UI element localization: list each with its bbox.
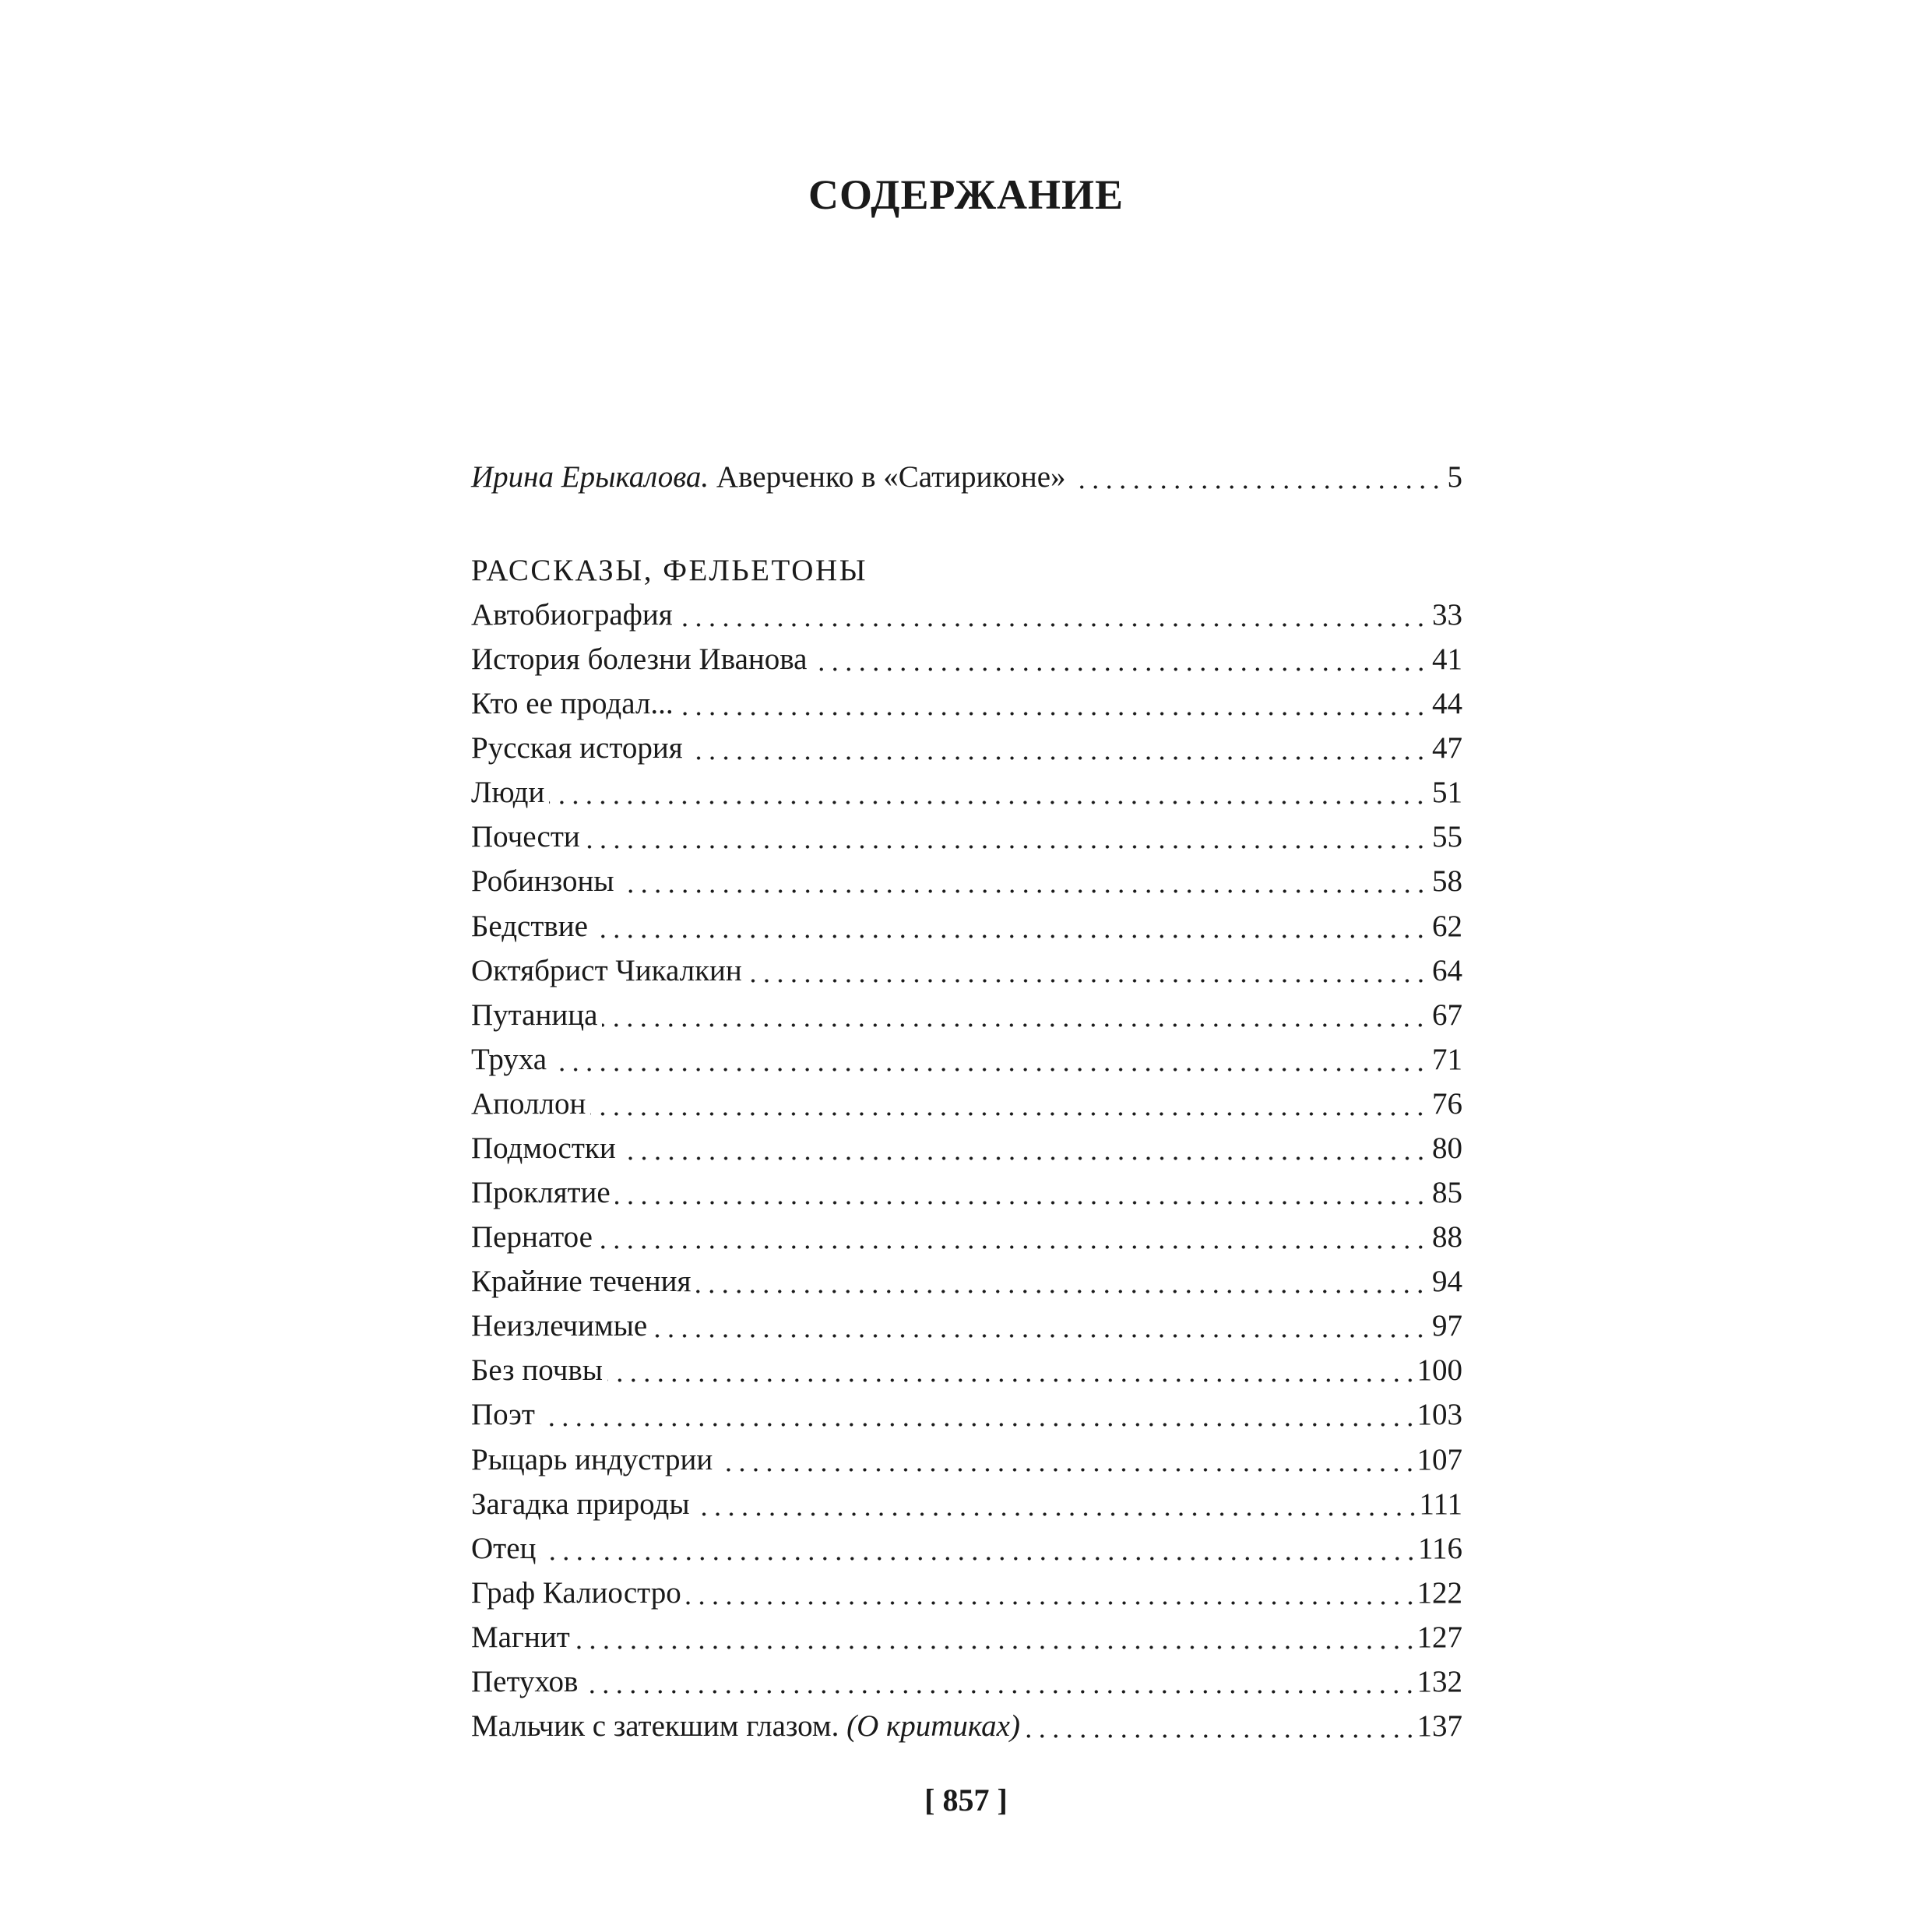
- toc-entry[interactable]: [471, 1304, 1462, 1348]
- entry-page: 97: [1432, 1309, 1462, 1343]
- entry-page: 33: [1432, 598, 1462, 632]
- entry-title: Петухов: [471, 1664, 579, 1698]
- entry-label: [471, 1482, 695, 1526]
- entry-label: [471, 726, 688, 770]
- dot-leader: [615, 1170, 1427, 1215]
- dot-leader: [549, 770, 1427, 815]
- entry-page: 137: [1416, 1709, 1462, 1743]
- dot-leader: [597, 1215, 1427, 1259]
- entry-title: Без почвы: [471, 1353, 603, 1388]
- entry-page: 132: [1416, 1664, 1462, 1698]
- toc-entry[interactable]: [471, 726, 1462, 770]
- entry-page: 107: [1416, 1442, 1462, 1476]
- dot-leader: [621, 1126, 1427, 1170]
- entry-label: [471, 1215, 597, 1259]
- entry-label: [471, 1126, 621, 1170]
- dot-leader: [590, 1082, 1427, 1126]
- entry-title: Аполлон: [471, 1086, 586, 1121]
- entry-title: Робинзоны: [471, 864, 614, 899]
- toc-entry[interactable]: [471, 681, 1462, 726]
- entry-title: Граф Калиостро: [471, 1575, 681, 1610]
- toc-entry[interactable]: [471, 993, 1462, 1037]
- dot-leader: [688, 726, 1427, 770]
- entry-label: [471, 1082, 590, 1126]
- toc-entry[interactable]: [471, 815, 1462, 859]
- toc-entry[interactable]: [471, 1438, 1462, 1482]
- entry-page: 100: [1416, 1353, 1462, 1388]
- toc-entry[interactable]: [471, 593, 1462, 637]
- dot-leader: [1025, 1704, 1417, 1748]
- entry-label: [471, 1659, 582, 1704]
- toc-entry[interactable]: [471, 904, 1462, 948]
- page-number: [ 857 ]: [924, 1782, 1008, 1818]
- entry-label: [471, 1571, 686, 1615]
- entry-label: [471, 1170, 615, 1215]
- section-heading: РАССКАЗЫ, ФЕЛЬЕТОНЫ: [471, 554, 868, 587]
- toc-entry[interactable]: [471, 859, 1462, 903]
- entry-label: [471, 993, 602, 1037]
- entry-label: [471, 593, 677, 637]
- entry-label: [471, 637, 812, 681]
- toc-entry[interactable]: [471, 1704, 1462, 1748]
- entry-title: История болезни Иванова: [471, 642, 808, 677]
- entry-label: [471, 1438, 717, 1482]
- dot-leader: [602, 993, 1427, 1037]
- toc-entry[interactable]: [471, 948, 1462, 993]
- entry-title: Подмостки: [471, 1131, 616, 1165]
- dot-leader: [540, 1392, 1417, 1437]
- toc-entry[interactable]: [471, 1170, 1462, 1215]
- entry-title: Магнит: [471, 1620, 570, 1654]
- entry-label: [471, 904, 593, 948]
- entry-page: 47: [1432, 731, 1462, 765]
- toc-entry[interactable]: [471, 1571, 1462, 1615]
- entry-title: Русская история: [471, 731, 683, 765]
- entry-label: [471, 681, 678, 726]
- entry-title: Крайние течения: [471, 1265, 692, 1299]
- entry-page: 67: [1432, 998, 1462, 1032]
- entry-page: 44: [1432, 687, 1462, 721]
- entry-title: Неизлечимые: [471, 1309, 648, 1343]
- entry-label: [471, 1392, 540, 1437]
- dot-leader: [585, 815, 1427, 859]
- entry-label: [471, 948, 747, 993]
- dot-leader: [812, 637, 1428, 681]
- entry-title: Загадка природы: [471, 1487, 690, 1521]
- entry-page: 111: [1419, 1487, 1462, 1521]
- entry-label: [471, 770, 549, 815]
- entry-label: [471, 1259, 695, 1304]
- entry-page: 122: [1416, 1575, 1462, 1610]
- toc-entry[interactable]: [471, 1526, 1462, 1571]
- toc-entry[interactable]: [471, 770, 1462, 815]
- entry-page: 76: [1432, 1086, 1462, 1121]
- dot-leader: [1071, 455, 1443, 499]
- entry-label: [471, 1526, 540, 1571]
- entry-title: Октябрист Чикалкин: [471, 953, 742, 987]
- dot-leader: [695, 1259, 1427, 1304]
- entry-label: [471, 815, 585, 859]
- toc-entry[interactable]: [471, 1348, 1462, 1392]
- entry-title: Бедствие: [471, 909, 588, 943]
- entry-title: Отец: [471, 1531, 537, 1565]
- entry-page: 5: [1447, 460, 1462, 494]
- entry-page: 80: [1432, 1131, 1462, 1165]
- entry-page: 94: [1432, 1265, 1462, 1299]
- entry-title: Почести: [471, 820, 580, 854]
- toc-entry[interactable]: [471, 1392, 1462, 1437]
- toc-entry[interactable]: [471, 1659, 1462, 1704]
- entry-page: 127: [1416, 1620, 1462, 1654]
- entry-page: 41: [1432, 642, 1462, 677]
- entry-page: 55: [1432, 820, 1462, 854]
- dot-leader: [717, 1438, 1416, 1482]
- dot-leader: [695, 1482, 1420, 1526]
- entry-title: Автобиография: [471, 598, 673, 632]
- entry-author: Ирина Ерыкалова.: [471, 460, 709, 494]
- dot-leader: [678, 681, 1427, 726]
- entry-subtitle: (О критиках): [846, 1709, 1020, 1743]
- dot-leader: [593, 904, 1427, 948]
- dot-leader: [575, 1615, 1417, 1659]
- entry-title: Труха: [471, 1042, 547, 1076]
- entry-label: [471, 1348, 607, 1392]
- dot-leader: [551, 1037, 1427, 1082]
- entry-title: Люди: [471, 776, 545, 810]
- toc-entry-intro[interactable]: [471, 455, 1462, 499]
- dot-leader: [619, 859, 1427, 903]
- dot-leader: [582, 1659, 1416, 1704]
- toc-entry[interactable]: [471, 1126, 1462, 1170]
- entry-label: [471, 455, 1071, 499]
- page-title: СОДЕРЖАНИЕ: [808, 171, 1124, 218]
- toc-entry[interactable]: [471, 1037, 1462, 1082]
- dot-leader: [540, 1526, 1418, 1571]
- entry-title: Рыцарь индустрии: [471, 1442, 713, 1476]
- toc-entry[interactable]: [471, 1259, 1462, 1304]
- entry-page: 62: [1432, 909, 1462, 943]
- entry-title: Проклятие: [471, 1176, 611, 1210]
- dot-leader: [747, 948, 1427, 993]
- toc-entry[interactable]: [471, 1615, 1462, 1659]
- toc-entry[interactable]: [471, 1482, 1462, 1526]
- entry-label: [471, 1304, 652, 1348]
- entry-page: 88: [1432, 1220, 1462, 1255]
- dot-leader: [677, 593, 1427, 637]
- dot-leader: [607, 1348, 1417, 1392]
- entry-page: 103: [1416, 1398, 1462, 1432]
- entry-title: Путаница: [471, 998, 598, 1032]
- entry-page: 71: [1432, 1042, 1462, 1076]
- entry-page: 85: [1432, 1176, 1462, 1210]
- entry-page: 58: [1432, 864, 1462, 899]
- toc-entry[interactable]: [471, 637, 1462, 681]
- entry-title: Пернатое: [471, 1220, 593, 1255]
- entry-label: [471, 859, 619, 903]
- toc-entry[interactable]: [471, 1215, 1462, 1259]
- entry-title: Кто ее продал...: [471, 687, 674, 721]
- dot-leader: [686, 1571, 1417, 1615]
- entry-page: 116: [1417, 1531, 1462, 1565]
- dot-leader: [652, 1304, 1427, 1348]
- entry-label: [471, 1615, 575, 1659]
- entry-page: 64: [1432, 953, 1462, 987]
- entry-label: [471, 1704, 1025, 1748]
- entry-label: [471, 1037, 551, 1082]
- entry-title: Мальчик с затекшим глазом.: [471, 1709, 839, 1743]
- entry-title: Поэт: [471, 1398, 535, 1432]
- entry-title: Аверченко в «Сатириконе»: [716, 460, 1066, 494]
- entry-page: 51: [1432, 776, 1462, 810]
- toc-entry[interactable]: [471, 1082, 1462, 1126]
